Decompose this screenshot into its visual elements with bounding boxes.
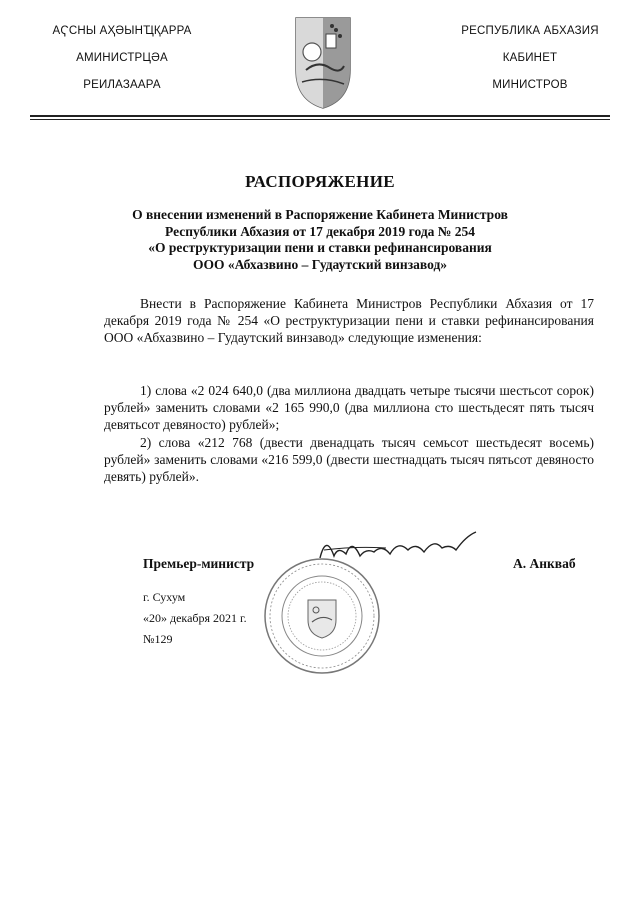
header-right xyxy=(440,24,620,105)
signatory-name: А. Анкваб xyxy=(513,556,576,571)
issue-date: «20» декабря 2021 г. xyxy=(143,611,247,625)
subject-line: ООО «Абхазвино – Гудаутский винзавод» xyxy=(192,256,448,272)
signatory-role: Премьер-министр xyxy=(143,556,255,571)
header-right-line: КАБИНЕТ xyxy=(502,52,558,64)
subject-line: «О реструктуризации пени и ставки рефинансирования xyxy=(148,240,492,255)
handwritten-signature-icon xyxy=(316,528,486,568)
header-right-line: МИНИСТРОВ xyxy=(492,79,568,91)
header-left xyxy=(32,24,212,105)
header-divider-thin xyxy=(30,119,610,120)
header-left-line: АМИНИСТРЦӘА xyxy=(76,52,168,64)
header-divider-thick xyxy=(30,115,610,117)
document-title: РАСПОРЯЖЕНИЕ xyxy=(245,172,395,191)
body-paragraph-intro: Внести в Распоряжение Кабинета Министров Республики Абхазия от 17 декабря 2019 года № 254 «О реструктуризации пени и ставки рефинансирования ООО «Абхазвино – Гудаутский винзавод» следующие изменения: xyxy=(104,296,594,345)
header-right-line: РЕСПУБЛИКА АБХАЗИЯ xyxy=(461,25,599,37)
document-subject xyxy=(80,207,560,273)
body-paragraph-item-2: 2) слова «212 768 (двести двенадцать тысяч семьсот шестьдесят восемь) рублей» заменить словами «216 599,0 (двести шестнадцать тысяч пятьсот девяносто девять) рублей». xyxy=(104,435,594,484)
issue-city: г. Сухум xyxy=(143,590,186,604)
coat-of-arms-emblem-icon xyxy=(288,12,358,112)
document-number: №129 xyxy=(143,632,173,646)
header-left-line: РЕИЛАЗААРА xyxy=(83,79,161,91)
header-left-line: АҀСНЫ АҲӘЫНҴҚАРРА xyxy=(52,25,192,37)
body-paragraph-item-1: 1) слова «2 024 640,0 (два миллиона двадцать четыре тысячи шестьсот сорок) рублей» заменить словами «2 165 990,0 (два миллиона сто шестьдесят пять тысяч девятьсот девяносто) рублей»; xyxy=(104,383,594,432)
subject-line: О внесении изменений в Распоряжение Кабинета Министров xyxy=(132,207,508,222)
official-seal-icon xyxy=(262,556,382,676)
subject-line: Республики Абхазия от 17 декабря 2019 года № 254 xyxy=(165,223,475,239)
